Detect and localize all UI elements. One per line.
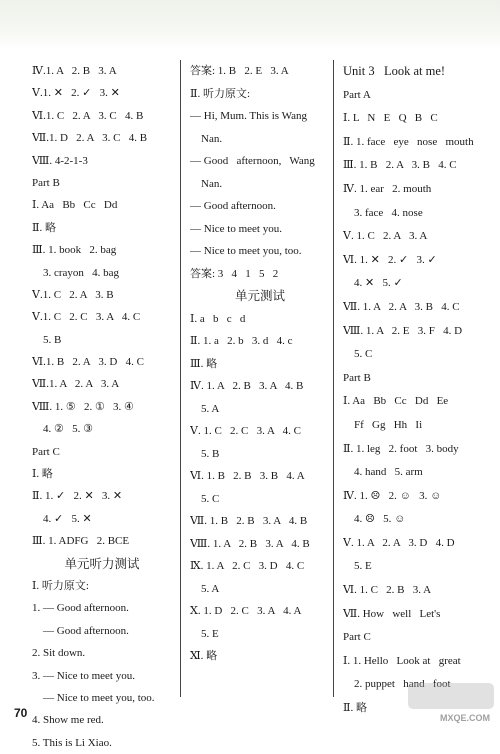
answer-line: Ⅰ. 略 [32, 468, 53, 481]
column-divider-left [180, 60, 181, 697]
answer-line: Ⅵ.1. C 2. A 3. C 4. B [32, 109, 144, 122]
answer-line: 4. ☹ 5. ☺ [343, 513, 406, 526]
answer-line: Ⅷ. 1. ⑤ 2. ① 3. ④ [32, 400, 134, 413]
answer-line: Ⅱ. 1. a 2. b 3. d 4. c [190, 335, 293, 347]
answer-line: Ⅰ. 听力原文: [32, 579, 89, 592]
answer-line: 4. ✓ 5. ✕ [32, 512, 92, 525]
answer-line: — Nice to meet you. [190, 222, 282, 235]
column-divider-right [333, 60, 334, 697]
answer-line: Nan. [190, 177, 223, 190]
answer-line: 5. E [190, 627, 219, 640]
answer-line: 1. — Good afternoon. [32, 602, 129, 615]
answer-line: 5. E [343, 560, 372, 573]
answer-line: Unit 3 Look at me! [343, 64, 446, 78]
answer-line: Ⅳ. 1. ear 2. mouth [343, 182, 432, 195]
answer-line: Ⅲ. 1. ADFG 2. BCE [32, 535, 130, 548]
answer-line: Ⅰ. Aa Bb Cc Dd Ee [343, 395, 449, 408]
answer-line: — Nice to meet you, too. [32, 691, 155, 704]
answer-line: 5. B [190, 447, 220, 460]
answer-line: Ⅶ. 1. A 2. A 3. B 4. C [343, 300, 460, 313]
answer-line: — Hi, Mum. This is Wang [190, 110, 307, 122]
answer-line: Nan. [190, 132, 223, 145]
answer-line: Ⅴ. 1. C 2. C 3. A 4. C [190, 425, 301, 437]
answer-line: 5. This is Li Xiao. [32, 736, 112, 749]
answer-line: Ⅳ.1. A 2. B 3. A [32, 65, 117, 77]
answer-column-right [343, 60, 483, 715]
answer-line: Ⅱ. 1. leg 2. foot 3. body [343, 442, 459, 455]
answer-line: Ⅲ. 略 [190, 357, 218, 370]
answer-line: 5. C [190, 492, 220, 505]
answer-line: Ⅱ. 略 [343, 702, 367, 715]
answer-line: 2. puppet hand foot [343, 678, 451, 691]
answer-line: Ⅰ. Aa Bb Cc Dd [32, 199, 118, 212]
answer-line: Part B [32, 176, 60, 189]
answer-line: Ⅱ. 略 [32, 221, 56, 234]
answer-line: Ⅶ.1. A 2. A 3. A [32, 378, 120, 391]
answer-line: Ⅲ. 1. book 2. bag [32, 244, 117, 257]
answer-line: Ⅹ. 1. D 2. C 3. A 4. A [190, 605, 302, 617]
answer-line: Ⅷ. 1. A 2. B 3. A 4. B [190, 537, 310, 550]
watermark-logo-icon [408, 683, 494, 709]
answer-line: Ⅰ. 1. Hello Look at great [343, 654, 461, 667]
answer-line: 4. ② 5. ③ [32, 423, 93, 436]
answer-line: — Good afternoon. [32, 624, 129, 637]
answer-line: Part C [32, 445, 60, 458]
answer-line: — Good afternoon, Wang [190, 155, 315, 167]
answer-line: 5. B [32, 333, 62, 346]
answer-column-left [32, 60, 172, 749]
answer-line: Part A [343, 88, 371, 101]
answer-line: Ⅲ. 1. B 2. A 3. B 4. C [343, 159, 457, 172]
answer-line: Ⅵ. 1. ✕ 2. ✓ 3. ✓ [343, 253, 437, 266]
answer-line: 4. Show me red. [32, 714, 104, 727]
answer-line: Ⅴ.1. C 2. C 3. A 4. C [32, 311, 141, 324]
header-band [0, 0, 500, 50]
answer-line: 单元测试 [234, 289, 285, 303]
answer-line: Ⅵ.1. B 2. A 3. D 4. C [32, 356, 144, 369]
answer-line: 答案: 3 4 1 5 2 [190, 267, 279, 280]
answer-line: Ⅰ. a b c d [190, 312, 246, 325]
answer-line: Ⅳ. 1. A 2. B 3. A 4. B [190, 380, 304, 392]
answer-line: Ⅶ. How well Let's [343, 607, 441, 620]
answer-line: Ⅱ. 听力原文: [190, 87, 251, 100]
answer-line: 答案: 1. B 2. E 3. A [190, 65, 289, 77]
answer-line: Ⅶ.1. D 2. A 3. C 4. B [32, 132, 148, 145]
answer-line: 2. Sit down. [32, 647, 86, 660]
watermark-text: MXQE.COM [439, 713, 490, 723]
answer-line: 5. A [190, 402, 220, 415]
answer-line: Ⅷ. 1. A 2. E 3. F 4. D [343, 324, 463, 337]
answer-line: Ⅴ.1. C 2. A 3. B [32, 288, 114, 301]
answer-line: Part C [343, 631, 371, 644]
watermark [408, 683, 494, 723]
answer-line: Ⅺ. 略 [190, 650, 218, 662]
answer-column-middle [190, 60, 330, 697]
answer-line: Ⅳ. 1. ☹ 2. ☺ 3. ☺ [343, 489, 442, 502]
answer-line: 5. A [190, 582, 220, 595]
answer-line: Ⅵ. 1. B 2. B 3. B 4. A [190, 470, 305, 482]
answer-line: Ⅰ. L N E Q B C [343, 112, 438, 125]
answer-line: 3. face 4. nose [343, 206, 423, 219]
answer-line: Ⅱ. 1. ✓ 2. ✕ 3. ✕ [32, 490, 123, 503]
page-number: 70 [14, 706, 28, 720]
answer-line: 3. crayon 4. bag [32, 266, 120, 279]
answer-line: Ⅶ. 1. B 2. B 3. A 4. B [190, 515, 308, 527]
answer-line: Ⅴ.1. ✕ 2. ✓ 3. ✕ [32, 87, 120, 100]
answer-line: Part B [343, 371, 371, 384]
answer-line: 单元听力测试 [64, 556, 140, 571]
answer-line: Ⅷ. 4-2-1-3 [32, 154, 88, 167]
answer-line: Ⅸ. 1. A 2. C 3. D 4. C [190, 560, 305, 572]
answer-line: 4. ✕ 5. ✓ [343, 277, 403, 290]
answer-line: Ⅴ. 1. A 2. A 3. D 4. D [343, 536, 455, 549]
answer-line: Ff Gg Hh Ii [343, 418, 423, 431]
answer-line: Ⅵ. 1. C 2. B 3. A [343, 584, 432, 597]
answer-line: — Nice to meet you, too. [190, 245, 302, 257]
answer-line: 5. C [343, 348, 373, 361]
answer-line: Ⅱ. 1. face eye nose mouth [343, 135, 474, 148]
answer-line: 3. — Nice to meet you. [32, 669, 135, 682]
answer-line: Ⅴ. 1. C 2. A 3. A [343, 230, 428, 243]
answer-line: — Good afternoon. [190, 200, 276, 212]
answer-line: 4. hand 5. arm [343, 466, 423, 479]
